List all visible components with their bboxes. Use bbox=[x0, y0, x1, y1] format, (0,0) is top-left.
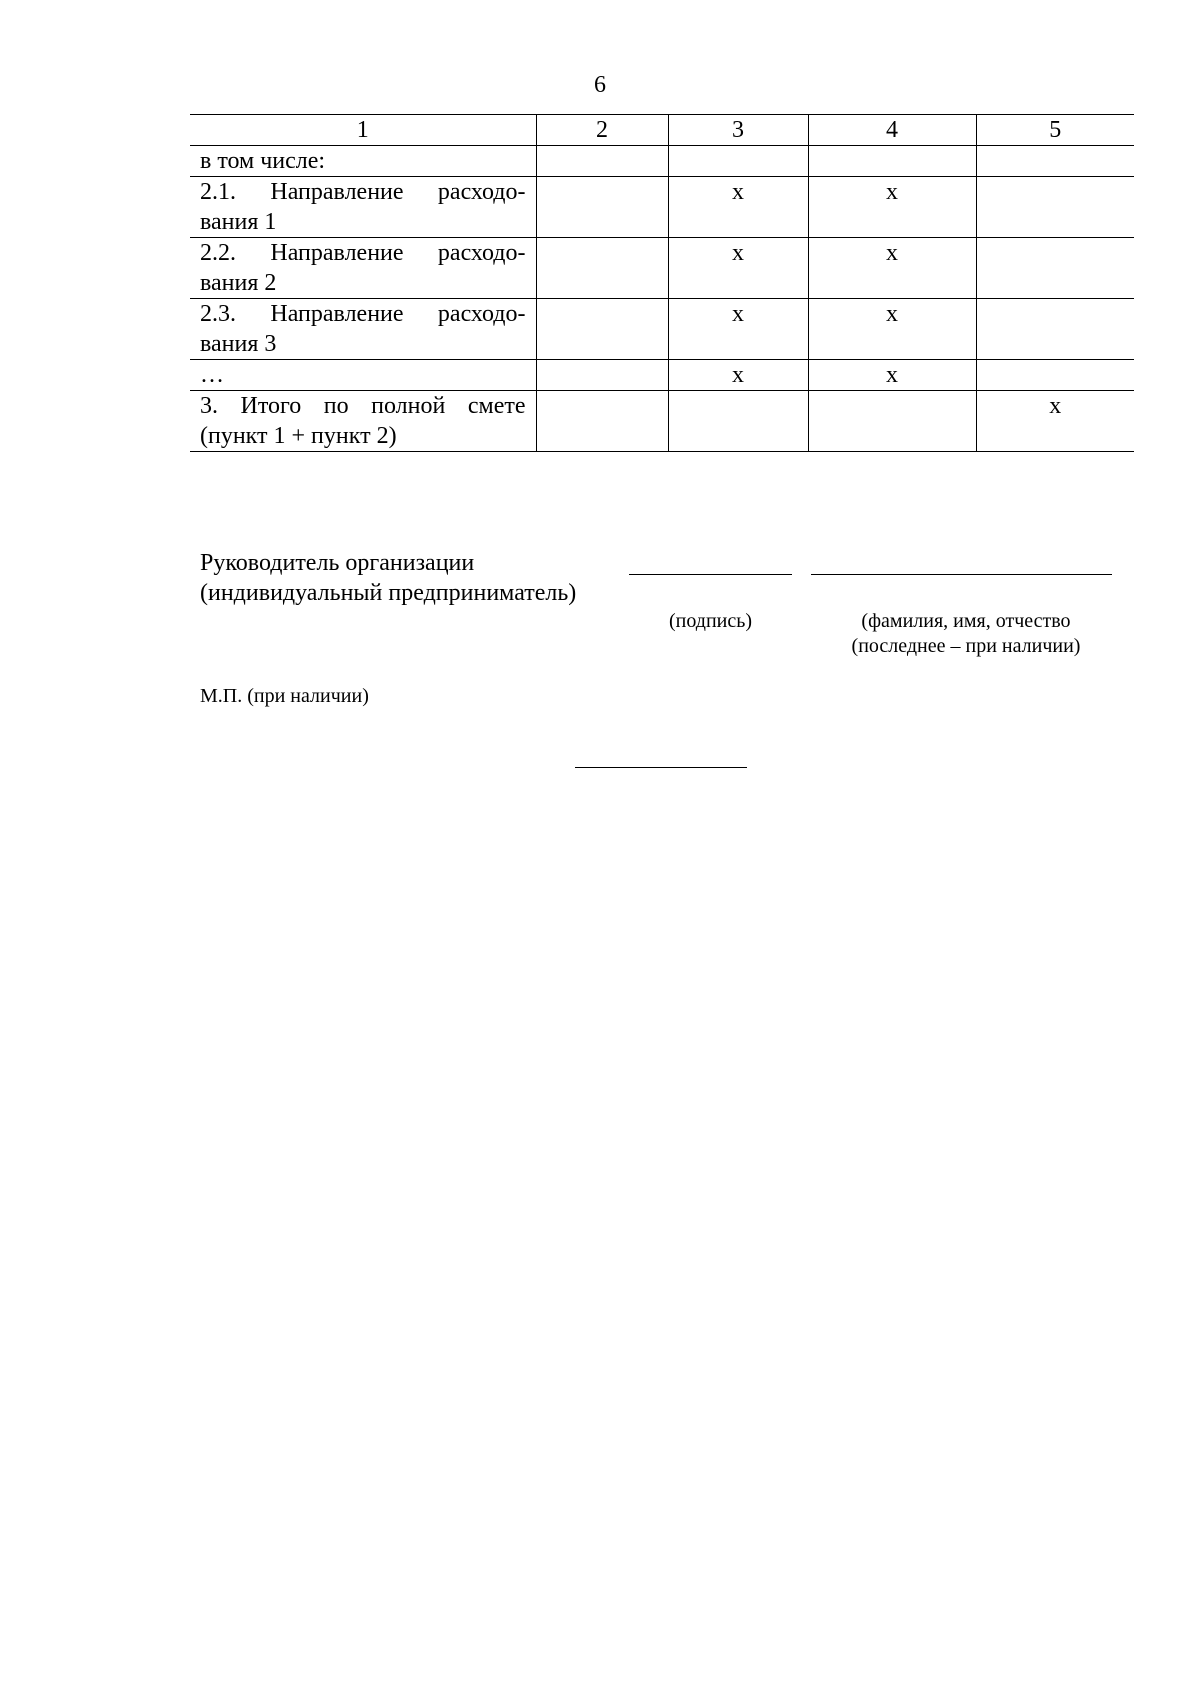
column-header-4: 4 bbox=[808, 115, 976, 146]
name-caption-line2: (последнее – при наличии) bbox=[851, 635, 1081, 657]
table-cell bbox=[536, 177, 668, 238]
table-row bbox=[190, 177, 1134, 238]
signature-caption: (подпись) bbox=[668, 610, 753, 632]
column-header-3: 3 bbox=[668, 115, 808, 146]
signer-subtitle: (индивидуальный предприниматель) bbox=[200, 580, 577, 606]
row-label: 3. Итого по полной смете (пункт 1 + пункт 2) bbox=[190, 391, 536, 452]
row-label: 2.1. Направление расходо-вания 1 bbox=[190, 177, 536, 238]
table-cell: х bbox=[668, 299, 808, 360]
row-label: 2.3. Направление расходо-вания 3 bbox=[190, 299, 536, 360]
table-cell bbox=[976, 146, 1134, 177]
row-label: в том числе: bbox=[190, 146, 536, 177]
table-cell: х bbox=[808, 299, 976, 360]
name-line bbox=[811, 574, 1112, 575]
signer-title: Руководитель организации bbox=[200, 550, 475, 576]
table-cell bbox=[976, 360, 1134, 391]
table-row bbox=[190, 360, 1134, 391]
table-cell bbox=[536, 299, 668, 360]
table-header-row bbox=[190, 115, 1134, 146]
table-cell bbox=[808, 391, 976, 452]
column-header-5: 5 bbox=[976, 115, 1134, 146]
table-cell bbox=[536, 238, 668, 299]
page-number: 6 bbox=[594, 72, 606, 98]
table-cell: х bbox=[976, 391, 1134, 452]
table-cell: х bbox=[808, 360, 976, 391]
stamp-label: М.П. (при наличии) bbox=[200, 685, 369, 707]
table-cell bbox=[536, 360, 668, 391]
column-header-2: 2 bbox=[536, 115, 668, 146]
table-row bbox=[190, 238, 1134, 299]
table-row bbox=[190, 146, 1134, 177]
table-cell bbox=[668, 146, 808, 177]
name-caption-line1: (фамилия, имя, отчество bbox=[861, 610, 1071, 632]
table-row-total bbox=[190, 391, 1134, 452]
table-cell bbox=[536, 391, 668, 452]
signature-block bbox=[200, 548, 576, 608]
table-cell: х bbox=[668, 238, 808, 299]
column-header-1: 1 bbox=[190, 115, 536, 146]
table-cell bbox=[536, 146, 668, 177]
table-cell bbox=[668, 391, 808, 452]
table-cell: х bbox=[668, 360, 808, 391]
budget-table bbox=[190, 114, 1134, 452]
table-cell: х bbox=[808, 177, 976, 238]
table-cell: х bbox=[808, 238, 976, 299]
end-of-document-line bbox=[575, 767, 747, 768]
row-label: … bbox=[190, 360, 536, 391]
signature-line bbox=[629, 574, 792, 575]
table-cell bbox=[976, 238, 1134, 299]
table-cell bbox=[808, 146, 976, 177]
table-row bbox=[190, 299, 1134, 360]
table-cell bbox=[976, 299, 1134, 360]
table-cell bbox=[976, 177, 1134, 238]
table-cell: х bbox=[668, 177, 808, 238]
row-label: 2.2. Направление расходо-вания 2 bbox=[190, 238, 536, 299]
